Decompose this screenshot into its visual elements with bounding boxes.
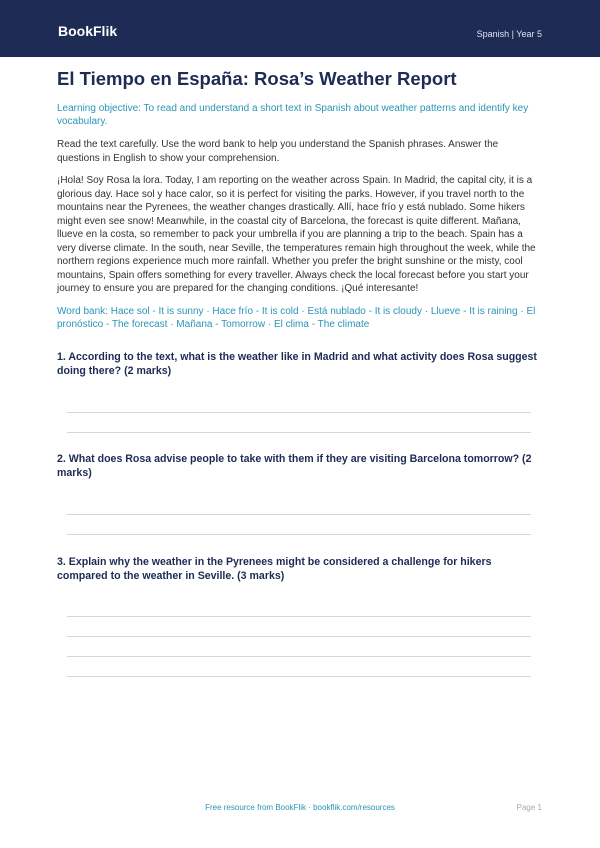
answer-line[interactable] (67, 432, 531, 433)
page-number: Page 1 (516, 803, 542, 812)
answer-line[interactable] (67, 636, 531, 637)
answer-line[interactable] (67, 616, 531, 617)
answer-line[interactable] (67, 514, 531, 515)
page-title: El Tiempo en España: Rosa’s Weather Report (57, 68, 457, 89)
reading-passage: ¡Hola! Soy Rosa la lora. Today, I am reporting on the weather across Spain. In Madrid, the capital city, it is a glorious day. Hace sol y hace calor, so it is perfect for visiting the parks. However, if you travel north to the mountains near the Pyrenees, the weather changes drastically. Allí, hace frío y está nublado. Some hikers might even see snow! Meanwhile, in the coastal city of Barcelona, the forecast is quite different. Mañana, llueve en la costa, so remember to pack your umbrella if you are planning a trip to the beach. Spain has a very diverse climate. In the south, near Seville, the temperatures remain high throughout the week, while the northern regions experience much more rainfall. Whether you prefer the bright sunshine or the misty, cool mountains, Spain offers something for every traveller. Always check the local forecast before you start your journey to ensure you are prepared for the changing conditions. ¡Qué interesante! (57, 175, 536, 294)
word-bank: Word bank: Hace sol - It is sunny · Hace frío - It is cold · Está nublado - It is cloudy · Llueve - It is raining · El pronóstico - The forecast · Mañana - Tomorrow · El clima - The climate (57, 305, 536, 330)
answer-line[interactable] (67, 676, 531, 677)
learning-objective: Learning objective: To read and understand a short text in Spanish about weather patterns and identify key vocabulary. (57, 103, 529, 127)
answer-line[interactable] (67, 656, 531, 657)
answer-line[interactable] (67, 534, 531, 535)
footer-credit: Free resource from BookFlik · bookflik.com/resources (205, 803, 395, 812)
subject-year-label: Spanish | Year 5 (476, 29, 542, 39)
worksheet-content (57, 57, 542, 332)
header-bar (0, 0, 600, 57)
question-2: 2. What does Rosa advise people to take with them if they are visiting Barcelona tomorrow? (2 marks) (57, 453, 532, 479)
answer-line[interactable] (67, 412, 531, 413)
instructions-text: Read the text carefully. Use the word bank to help you understand the Spanish phrases. Answer the questions in English to show your comprehension. (57, 139, 499, 164)
brand-logo-text: BookFlik (58, 23, 118, 39)
question-3: 3. Explain why the weather in the Pyrenees might be considered a challenge for hikers compared to the weather in Seville. (3 marks) (57, 556, 492, 582)
question-1: 1. According to the text, what is the weather like in Madrid and what activity does Rosa suggest doing there? (2 marks) (57, 351, 537, 377)
